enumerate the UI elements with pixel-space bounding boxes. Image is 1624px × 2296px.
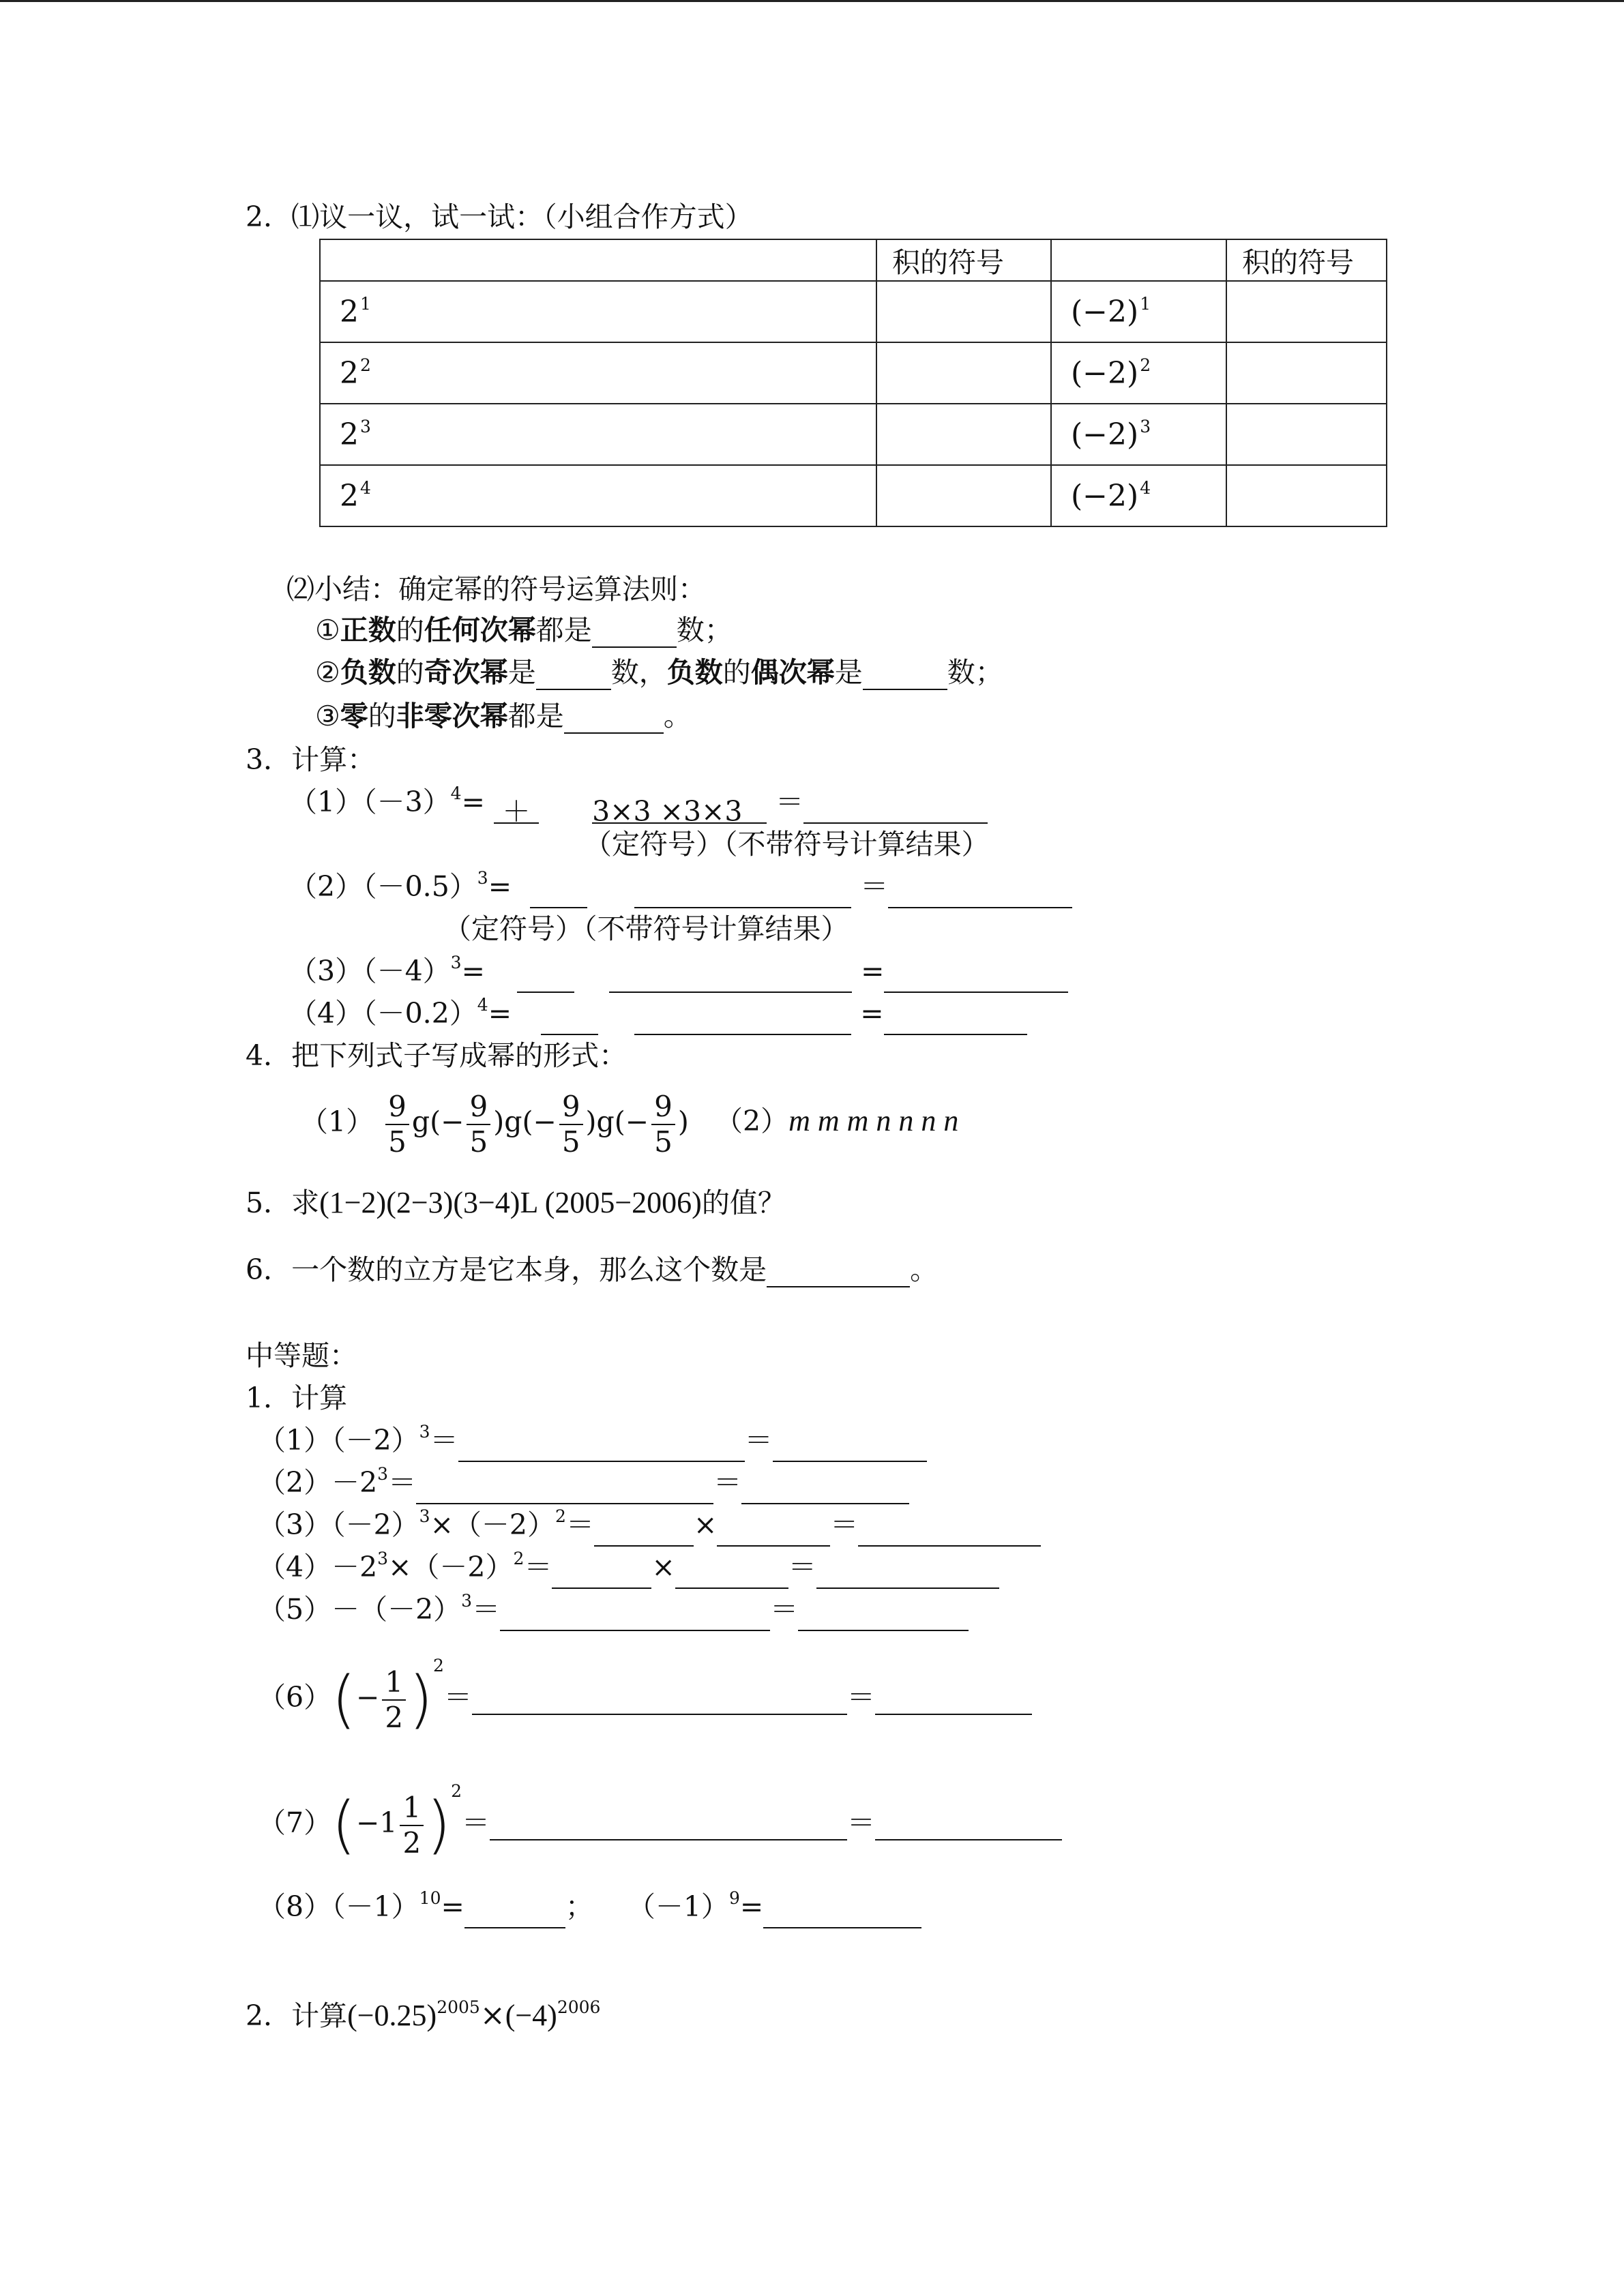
mid-title: 中等题：: [246, 1339, 357, 1372]
mid-item-5: $(5)-(-2)^3=$ ＝: [258, 1592, 969, 1631]
sign-blank[interactable]: [530, 878, 587, 908]
table-row: [320, 281, 1387, 342]
q3-note-2: （定符号）（不带符号计算结果）: [443, 912, 849, 945]
blank[interactable]: [464, 1898, 565, 1928]
sign-blank[interactable]: [517, 963, 574, 993]
q3-item-4: $(4)(-0.2)^4=$ =: [289, 996, 1027, 1035]
table-row: [320, 404, 1387, 465]
summary-title: ⑵小结：确定幂的符号运算法则：: [286, 573, 706, 606]
q4-title: 4．把下列式子写成幂的形式：: [246, 1039, 628, 1072]
q3-item-2: $(2)(-0.5)^3=$ ＝: [289, 869, 1072, 908]
blank[interactable]: [875, 1810, 1062, 1840]
blank[interactable]: [773, 1432, 927, 1462]
expr-blank[interactable]: [634, 1005, 851, 1035]
power-cell: $2^3$: [320, 404, 876, 465]
neg-power-cell: $(-2)^1$: [1051, 281, 1226, 342]
expr-blank[interactable]: [609, 963, 852, 993]
blank[interactable]: [536, 660, 611, 690]
blank[interactable]: [717, 1517, 830, 1547]
fraction: $\frac{9}{5}$: [467, 1090, 490, 1159]
q3-note-1: （定符号）（不带符号计算结果）: [584, 828, 990, 861]
blank[interactable]: [816, 1559, 999, 1589]
mid-item-3: $(3)(-2)^3\times(-2)^2=$ × ＝: [258, 1507, 1041, 1547]
power-cell: $2^1$: [320, 281, 876, 342]
table-row: [320, 465, 1387, 526]
q4-item-1: （1） $\frac{9}{5}$ g(− $\frac{9}{5}$ )g(− $\frac{9}{5}$ )g(− $\frac{9}{5}$ ): [300, 1089, 689, 1159]
sign-answer-cell[interactable]: [876, 281, 1051, 342]
header-cell: [320, 239, 876, 281]
fraction: $\frac{1}{2}$: [382, 1665, 406, 1735]
power-cell: $2^4$: [320, 465, 876, 526]
blank[interactable]: [863, 660, 947, 690]
blank[interactable]: [858, 1517, 1041, 1547]
blank[interactable]: [458, 1432, 745, 1462]
result-blank[interactable]: [888, 878, 1072, 908]
q6: 6．一个数的立方是它本身，那么这个数是 。: [246, 1253, 939, 1286]
blank[interactable]: [675, 1559, 788, 1589]
neg-power-cell: $(-2)^2$: [1051, 342, 1226, 404]
blank[interactable]: [798, 1601, 969, 1631]
expr-blank[interactable]: 3×3 ×3×3: [592, 794, 767, 824]
blank[interactable]: [741, 1474, 909, 1504]
q5: 5．求(1−2)(2−3)(3−4)L (2005−2006)的值？: [246, 1186, 786, 1219]
fraction: $\frac{1}{2}$: [400, 1791, 424, 1860]
sign-blank[interactable]: [541, 1005, 598, 1035]
q3-item-3: $(3)(-4)^3=$ =: [289, 953, 1068, 993]
blank[interactable]: [416, 1474, 713, 1504]
mid-item-4: $(4)-2^3\times(-2)^2=$ × ＝: [258, 1549, 999, 1589]
blank[interactable]: [490, 1810, 847, 1840]
rule-2: ②负数的奇次幂是 数，负数的偶次幂是 数；: [315, 656, 1003, 689]
result-blank[interactable]: [884, 963, 1068, 993]
sign-answer-cell[interactable]: [876, 465, 1051, 526]
blank[interactable]: [594, 1517, 694, 1547]
neg-power-cell: $(-2)^4$: [1051, 465, 1226, 526]
rule-1: ①正数的任何次幂都是 数；: [315, 614, 733, 646]
table-row: [320, 342, 1387, 404]
mid-q1-title: 1．计算: [246, 1382, 348, 1414]
result-blank[interactable]: [803, 794, 988, 824]
rule-3: ③零的非零次幂都是 。: [315, 700, 692, 732]
result-blank[interactable]: [884, 1005, 1027, 1035]
blank[interactable]: [552, 1559, 651, 1589]
fraction: $\frac{9}{5}$: [559, 1090, 583, 1159]
sign-answer-cell[interactable]: [876, 404, 1051, 465]
q4-item-2: （2）m m m n n n n: [715, 1104, 959, 1137]
header-cell: 积的符号: [876, 239, 1051, 281]
blank[interactable]: [564, 704, 664, 734]
table-header-row: [320, 239, 1387, 281]
power-cell: $2^2$: [320, 342, 876, 404]
header-cell: [1051, 239, 1226, 281]
fraction: $\frac{9}{5}$: [385, 1090, 409, 1159]
mid-item-8: $(8)(-1)^{10}=$ ； $(-1)^9=$: [258, 1889, 921, 1928]
sign-blank[interactable]: ＋: [494, 794, 539, 824]
q3-item-1: $(1)(-3)^4= + 3\times 3 \times 3\times 3$ ＝: [289, 784, 988, 824]
sign-table: [319, 239, 1387, 527]
sign-answer-cell[interactable]: [876, 342, 1051, 404]
fraction: $\frac{9}{5}$: [651, 1090, 675, 1159]
sign-answer-cell[interactable]: [1226, 281, 1387, 342]
sign-answer-cell[interactable]: [1226, 342, 1387, 404]
expr-blank[interactable]: [634, 878, 851, 908]
header-cell: 积的符号: [1226, 239, 1387, 281]
q2-title: 2．⑴议一议，试一试：（小组合作方式）: [246, 200, 753, 233]
q3-title: 3．计算：: [246, 743, 376, 776]
sign-answer-cell[interactable]: [1226, 404, 1387, 465]
blank[interactable]: [500, 1601, 770, 1631]
blank[interactable]: [592, 618, 677, 648]
blank[interactable]: [767, 1257, 910, 1287]
mid-item-6: （6）(− $\frac{1}{2}$ )$^2$＝ ＝: [258, 1646, 1032, 1748]
blank[interactable]: [472, 1685, 847, 1715]
mid-item-1: $(1)(-2)^3=$ ＝: [258, 1422, 927, 1462]
mid-q2: 2．计算$(-0.25)^{2005}\times(-4)^{2006}$: [246, 1997, 601, 2033]
mid-item-7: （7）(−1 $\frac{1}{2}$ )$^2$＝ ＝: [258, 1772, 1062, 1874]
top-border: [0, 0, 1624, 2]
blank[interactable]: [763, 1898, 921, 1928]
mid-item-2: $(2)-2^3=$ ＝: [258, 1465, 909, 1504]
blank[interactable]: [875, 1685, 1032, 1715]
neg-power-cell: $(-2)^3$: [1051, 404, 1226, 465]
sign-answer-cell[interactable]: [1226, 465, 1387, 526]
